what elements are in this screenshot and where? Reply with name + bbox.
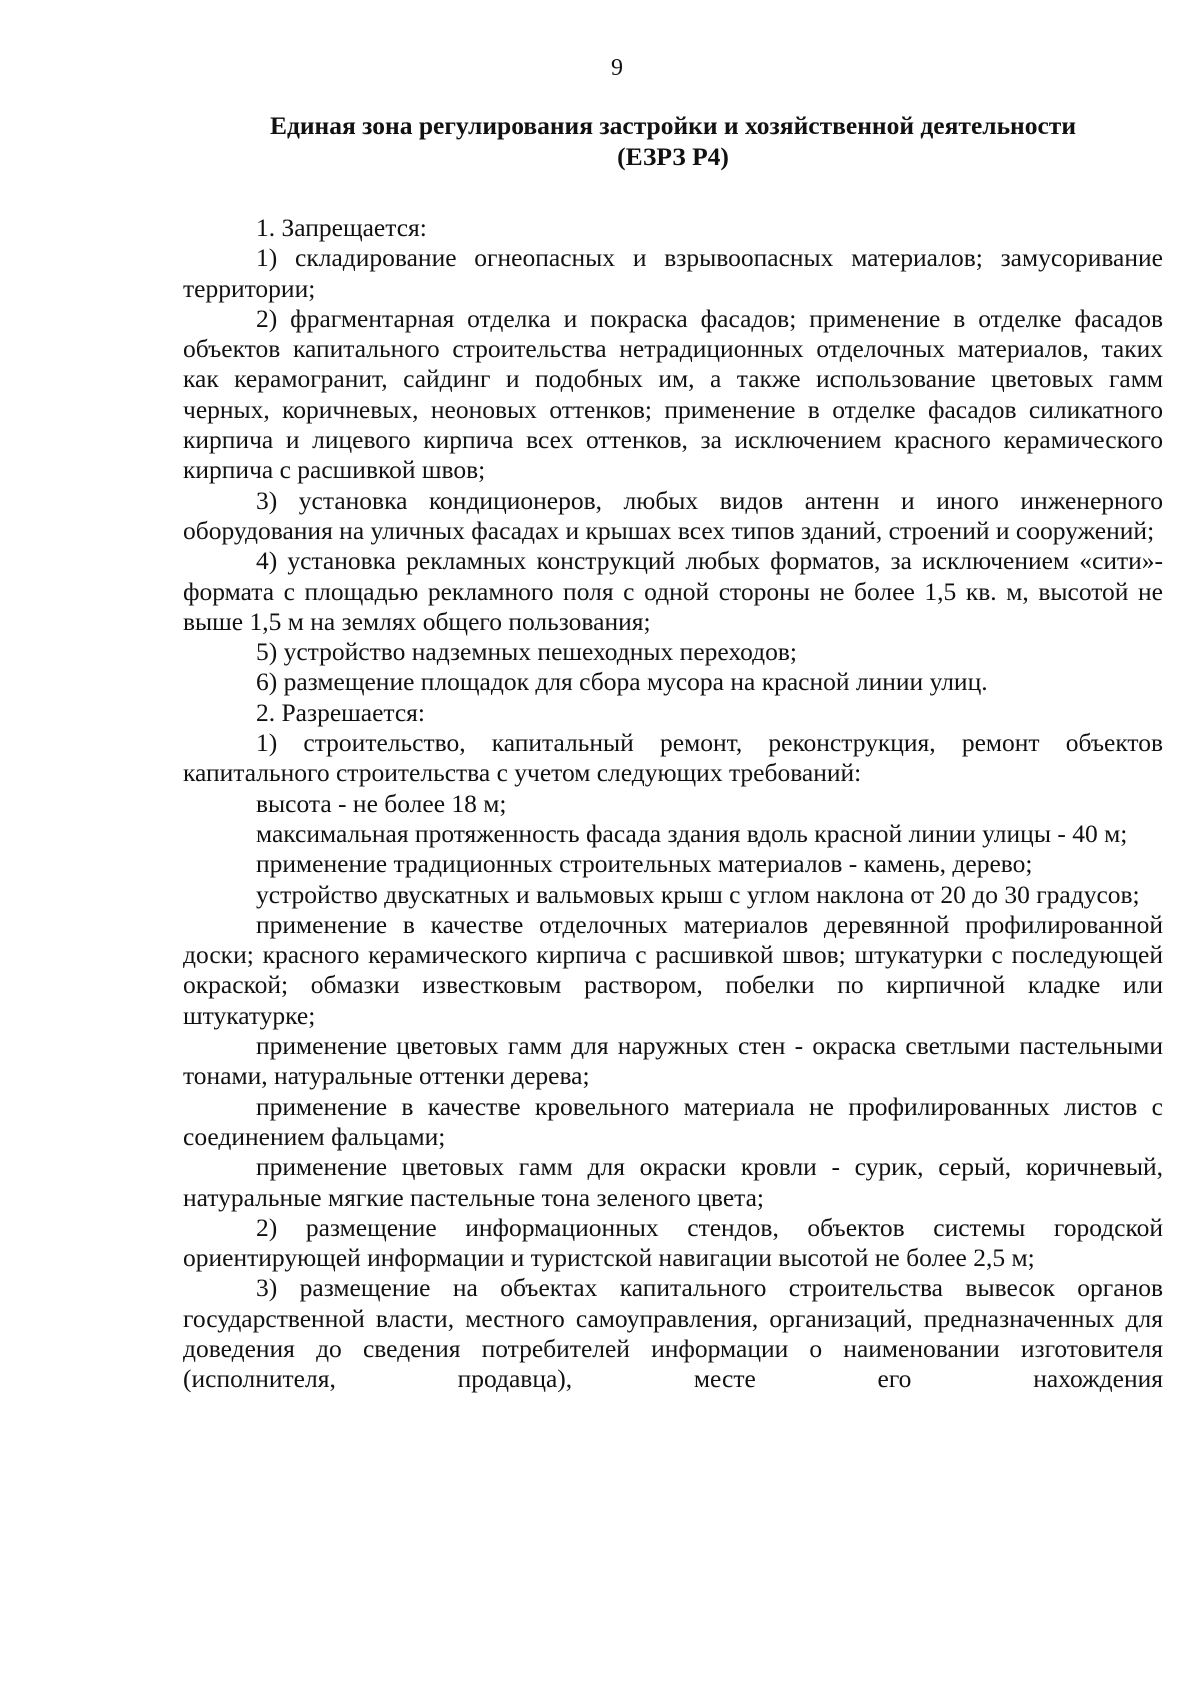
paragraph-permitted-2: 2) размещение информационных стендов, объектов системы городской ориентирующей информации и туристской навигации высотой не более 2,5 м; bbox=[183, 1212, 1163, 1273]
section-title bbox=[183, 110, 1163, 172]
paragraph-requirement-roofs: устройство двускатных и вальмовых крыш с углом наклона от 20 до 30 градусов; bbox=[256, 879, 1140, 909]
paragraph-permitted-3: 3) размещение на объектах капитального строительства вывесок органов государственной власти, местного самоуправления, организаций, предназначенных для доведения до сведения потребителей информации о наименовании изготовителя (исполнителя, продавца), месте его нахождения bbox=[183, 1273, 1163, 1394]
paragraph-prohibited-1: 1) складирование огнеопасных и взрывоопасных материалов; замусоривание территории; bbox=[183, 243, 1163, 303]
paragraph-prohibited-3: 3) установка кондиционеров, любых видов антенн и иного инженерного оборудования на уличных фасадах и крышах всех типов зданий, строений и сооружений; bbox=[183, 485, 1163, 545]
page-number: 9 bbox=[611, 55, 623, 81]
paragraph-requirement-height: высота - не более 18 м; bbox=[256, 788, 507, 818]
paragraph-prohibited-2: 2) фрагментарная отделка и покраска фасадов; применение в отделке фасадов объектов капитального строительства нетрадиционных отделочных материалов, таких как керамогранит, сайдинг и подобных им, а также использование цветовых гамм черных, коричневых, неоновых оттенков; применение в отделке фасадов силикатного кирпича и лицевого кирпича всех оттенков, за исключением красного керамического кирпича с расшивкой швов; bbox=[183, 303, 1163, 485]
paragraph-requirement-roof-colors: применение цветовых гамм для окраски кровли - сурик, серый, коричневый, натуральные мягкие пастельные тона зеленого цвета; bbox=[183, 1152, 1163, 1212]
section-title-line-2: (ЕЗРЗ Р4) bbox=[617, 142, 729, 171]
paragraph-permitted-heading: 2. Разрешается: bbox=[256, 697, 425, 727]
paragraph-requirement-roofing-material: применение в качестве кровельного материала не профилированных листов с соединением фальцами; bbox=[183, 1091, 1163, 1151]
paragraph-requirement-wall-colors: применение цветовых гамм для наружных стен - окраска светлыми пастельными тонами, натуральные оттенки дерева; bbox=[183, 1031, 1163, 1091]
paragraph-requirement-facade-length: максимальная протяженность фасада здания вдоль красной линии улицы - 40 м; bbox=[256, 818, 1128, 848]
paragraph-requirement-finishing: применение в качестве отделочных материалов деревянной профилированной доски; красного керамического кирпича с расшивкой швов; штукатурки с последующей окраской; обмазки известковым раствором, побелки по кирпичной кладке или штукатурке; bbox=[183, 909, 1163, 1030]
paragraph-prohibited-6: 6) размещение площадок для сбора мусора на красной линии улиц. bbox=[256, 667, 988, 697]
paragraph-prohibited-4: 4) установка рекламных конструкций любых форматов, за исключением «сити»-формата с площадью рекламного поля с одной стороны не более 1,5 кв. м, высотой не выше 1,5 м на землях общего пользования; bbox=[183, 546, 1163, 636]
section-title-line-1: Единая зона регулирования застройки и хозяйственной деятельности bbox=[269, 111, 1077, 140]
paragraph-permitted-1: 1) строительство, капитальный ремонт, реконструкция, ремонт объектов капитального строительства с учетом следующих требований: bbox=[183, 728, 1163, 788]
paragraph-requirement-materials: применение традиционных строительных материалов - камень, дерево; bbox=[256, 849, 1033, 879]
document-body bbox=[183, 213, 1163, 1395]
paragraph-prohibited-heading: 1. Запрещается: bbox=[256, 213, 427, 242]
paragraph-prohibited-5: 5) устройство надземных пешеходных переходов; bbox=[256, 637, 798, 667]
